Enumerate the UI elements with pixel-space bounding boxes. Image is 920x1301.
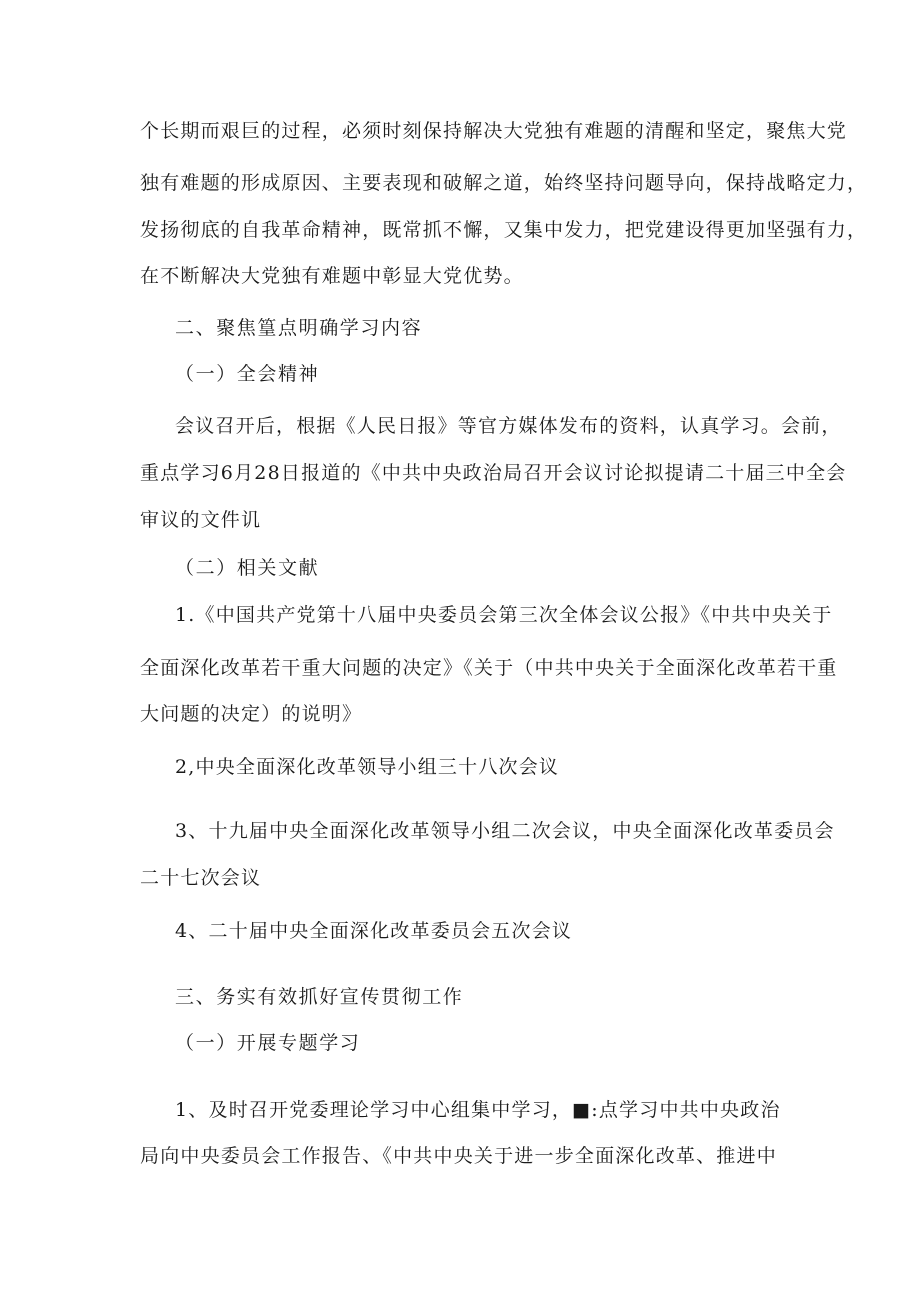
paragraph-line: 个长期而艰巨的过程，必须时刻保持解决大党独有难题的清醒和坚定，聚焦大党 bbox=[140, 120, 848, 142]
subsection-heading-study: （一）开展专题学习 bbox=[175, 1032, 361, 1054]
paragraph-line: 发扬彻底的自我革命精神，既常抓不懈，又集中发力，把党建设得更加坚强有力， bbox=[140, 219, 868, 241]
list-item-3: 3、十九届中央全面深化改革领导小组二次会议，中央全面深化改革委员会 bbox=[175, 820, 835, 842]
paragraph-line: 重点学习6月28日报道的《中共中央政治局召开会议讨论拟提请二十届三中全会 bbox=[140, 462, 847, 484]
section-heading-3: 三、务实有效抓好宣传贯彻工作 bbox=[175, 986, 464, 1008]
paragraph-line: 大问题的决定）的说明》 bbox=[140, 703, 363, 725]
section-heading-2: 二、聚焦篁点明确学习内容 bbox=[175, 317, 423, 339]
paragraph-line: 独有难题的形成原因、主要表现和破解之道，始终坚持问题导向，保持战略定力， bbox=[140, 172, 868, 194]
paragraph-line: 会议召开后，根据《人民日报》等官方媒体发布的资料，认真学习。会前， bbox=[175, 415, 842, 437]
list-item-study-1: 1、及时召开党委理论学习中心组集中学习，■:点学习中共中央政治 bbox=[175, 1099, 781, 1121]
subsection-heading-full-session: （一）全会精神 bbox=[175, 363, 320, 385]
subsection-heading-documents: （二）相关文献 bbox=[175, 557, 320, 579]
paragraph-line: 全面深化改革若干重大问题的决定》《关于（中共中央关于全面深化改革若干重 bbox=[140, 657, 838, 679]
paragraph-line: 局向中央委员会工作报告、《中共中央关于进一步全面深化改革、推进中 bbox=[140, 1145, 777, 1167]
list-item-4: 4、二十届中央全面深化改革委员会五次会议 bbox=[175, 920, 573, 942]
paragraph-line: 在不断解决大党独有难题中彰显大党优势。 bbox=[140, 265, 524, 287]
paragraph-line: 二十七次会议 bbox=[140, 867, 262, 889]
list-item-1: 1.《中国共产党第十八届中央委员会第三次全体会议公报》《中共中央关于 bbox=[175, 604, 833, 626]
list-item-2: 2,中央全面深化改革领导小组三十八次会议 bbox=[175, 756, 560, 778]
paragraph-line: 审议的文件讥 bbox=[140, 509, 262, 531]
